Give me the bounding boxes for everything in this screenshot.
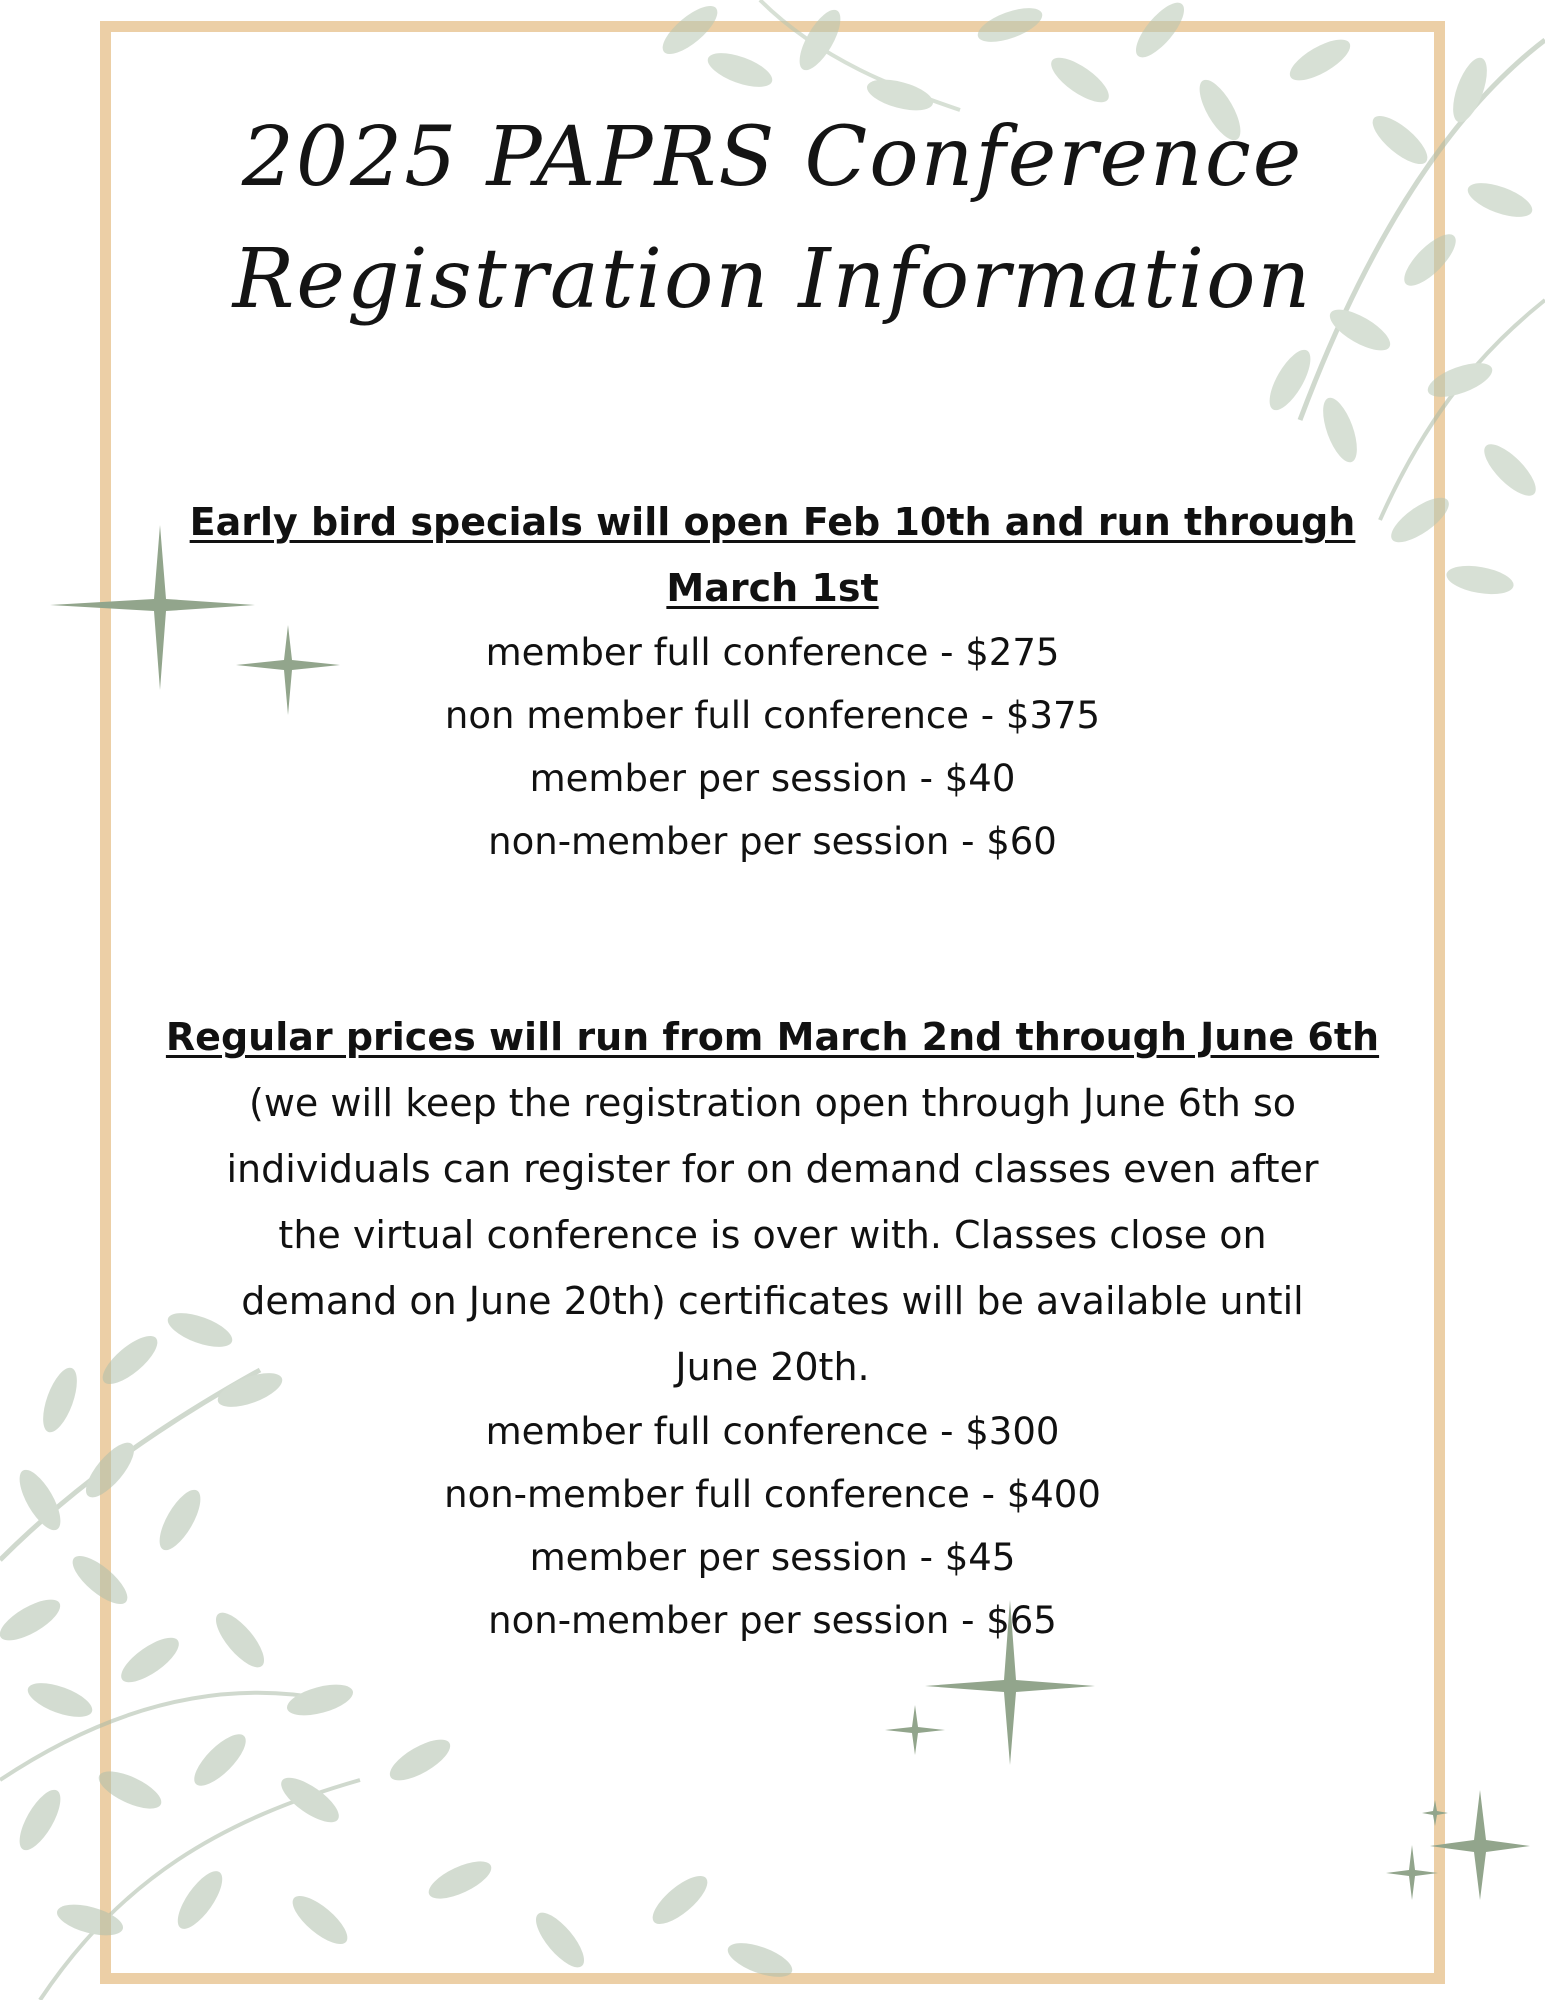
regular-note-line: (we will keep the registration open through June 6th so [249,1081,1296,1125]
sparkle-bottom-small [885,1705,945,1755]
regular-note-line: demand on June 20th) certificates will be available until [241,1279,1304,1323]
sparkle-corner-tiny [1422,1800,1448,1826]
early-bird-price-member-session: member per session - $40 [529,757,1016,800]
regular-note-line: June 20th. [675,1345,870,1389]
regular-price-nonmember-full: non-member full conference - $400 [444,1473,1101,1516]
regular-price-member-session: member per session - $45 [529,1536,1016,1579]
regular-note-line: the virtual conference is over with. Classes close on [278,1213,1267,1257]
regular-price-member-full: member full conference - $300 [485,1410,1060,1453]
early-bird-price-member-full: member full conference - $275 [485,631,1060,674]
early-bird-section [165,489,1380,873]
page-title-line-2: Registration Information [232,232,1313,327]
early-bird-heading-line-1: Early bird specials will open Feb 10th and run through [189,500,1356,544]
regular-note-line: individuals can register for on demand classes even after [226,1147,1319,1191]
sparkle-corner-large [1430,1790,1530,1900]
regular-section [165,1004,1380,1652]
early-bird-heading-line-2: March 1st [666,566,879,610]
early-bird-price-nonmember-full: non member full conference - $375 [444,694,1101,737]
sparkle-corner-medium [1386,1845,1438,1900]
page-title-line-1: 2025 PAPRS Conference [241,110,1304,205]
early-bird-price-nonmember-session: non-member per session - $60 [488,820,1057,863]
regular-heading: Regular prices will run from March 2nd through June 6th [165,1015,1380,1059]
regular-price-nonmember-session: non-member per session - $65 [488,1599,1057,1642]
